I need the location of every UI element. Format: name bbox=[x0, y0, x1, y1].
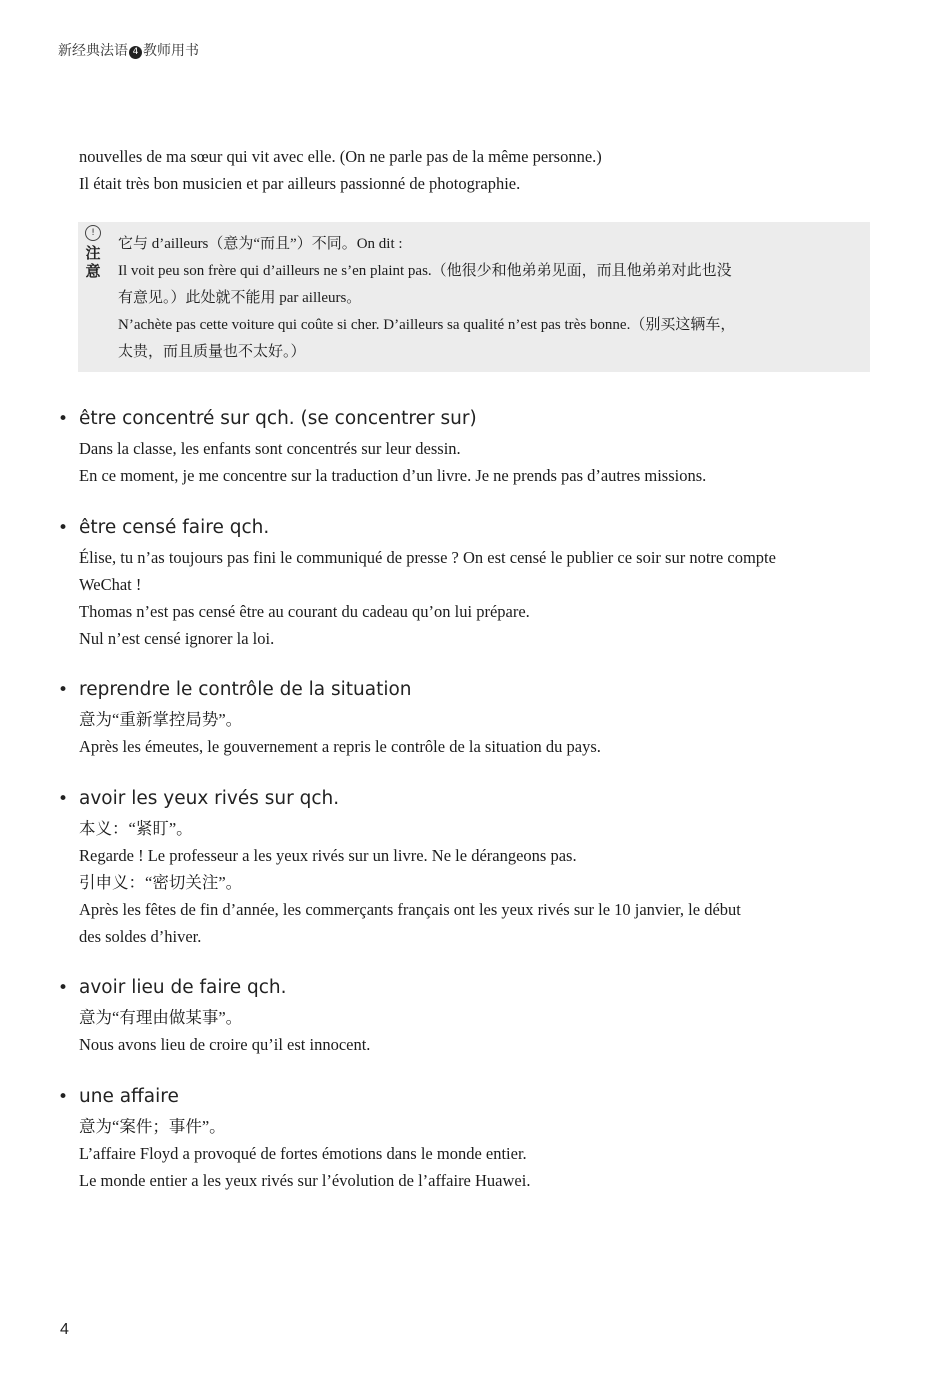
entry-title: avoir lieu de faire qch. bbox=[79, 977, 287, 998]
example-line: WeChat ! bbox=[79, 575, 142, 594]
entry-title: être concentré sur qch. (se concentrer sur) bbox=[79, 408, 477, 429]
entry-title: être censé faire qch. bbox=[79, 517, 270, 538]
vocab-entry bbox=[58, 515, 888, 652]
example-line: Dans la classe, les enfants sont concentrés sur leur dessin. bbox=[79, 439, 461, 458]
vocab-entry bbox=[58, 975, 888, 1058]
bullet-icon: • bbox=[58, 789, 69, 809]
meaning-line: 意为“重新掌控局势”。 bbox=[79, 710, 243, 729]
intro-paragraph bbox=[79, 143, 879, 197]
bullet-icon: • bbox=[58, 1087, 69, 1107]
entry-heading bbox=[58, 515, 888, 541]
bullet-icon: • bbox=[58, 409, 69, 429]
intro-line: Il était très bon musicien et par ailleurs passionné de photographie. bbox=[79, 174, 521, 193]
example-line: Le monde entier a les yeux rivés sur l’évolution de l’affaire Huawei. bbox=[79, 1171, 531, 1190]
example-line: Regarde ! Le professeur a les yeux rivés sur un livre. Ne le dérangeons pas. bbox=[79, 846, 577, 865]
book-title-prefix: 新经典法语 bbox=[58, 43, 128, 59]
note-line: 它与 d’ailleurs（意为“而且”）不同。On dit : bbox=[118, 236, 403, 252]
bullet-icon: • bbox=[58, 680, 69, 700]
entry-heading bbox=[58, 975, 888, 1001]
entry-heading bbox=[58, 677, 888, 703]
example-line: Thomas n’est pas censé être au courant du cadeau qu’on lui prépare. bbox=[79, 602, 530, 621]
example-line: Élise, tu n’as toujours pas fini le communiqué de presse ? On est censé le publier ce soir sur notre compte bbox=[79, 548, 776, 567]
note-line: 有意见。）此处就不能用 par ailleurs。 bbox=[118, 290, 362, 306]
note-line: N’achète pas cette voiture qui coûte si cher. D’ailleurs sa qualité n’est pas très bonne.（别买这辆车， bbox=[118, 317, 736, 333]
note-line: Il voit peu son frère qui d’ailleurs ne s’en plaint pas.（他很少和他弟弟见面，而且他弟弟对此也没 bbox=[118, 263, 732, 279]
book-title-suffix: 教师用书 bbox=[143, 43, 199, 59]
running-header bbox=[58, 40, 199, 60]
note-label-char: 意 bbox=[85, 262, 101, 280]
vocab-entry bbox=[58, 1084, 888, 1194]
example-line: L’affaire Floyd a provoqué de fortes émotions dans le monde entier. bbox=[79, 1144, 527, 1163]
entry-title: avoir les yeux rivés sur qch. bbox=[79, 788, 340, 809]
bullet-icon: • bbox=[58, 518, 69, 538]
page-number: 4 bbox=[60, 1321, 69, 1338]
example-line: Nous avons lieu de croire qu’il est innocent. bbox=[79, 1035, 371, 1054]
note-line: 太贵，而且质量也不太好。） bbox=[118, 344, 306, 360]
entry-heading bbox=[58, 406, 888, 432]
meaning-line: 引申义：“密切关注”。 bbox=[79, 873, 243, 892]
vocab-entry bbox=[58, 406, 888, 489]
meaning-line: 意为“有理由做某事”。 bbox=[79, 1008, 243, 1027]
volume-badge: 4 bbox=[129, 46, 142, 59]
vocab-entry bbox=[58, 677, 888, 760]
example-line: Après les émeutes, le gouvernement a repris le contrôle de la situation du pays. bbox=[79, 737, 601, 756]
entry-title: une affaire bbox=[79, 1086, 179, 1107]
entry-title: reprendre le contrôle de la situation bbox=[79, 679, 412, 700]
note-label-char: 注 bbox=[85, 244, 101, 262]
vocab-entry bbox=[58, 786, 888, 950]
example-line: En ce moment, je me concentre sur la traduction d’un livre. Je ne prends pas d’autres missions. bbox=[79, 466, 707, 485]
note-body bbox=[118, 231, 863, 366]
entry-heading bbox=[58, 786, 888, 812]
exclamation-icon: ! bbox=[85, 225, 101, 241]
intro-line: nouvelles de ma sœur qui vit avec elle. (On ne parle pas de la même personne.) bbox=[79, 147, 602, 166]
entry-heading bbox=[58, 1084, 888, 1110]
example-line: Après les fêtes de fin d’année, les commerçants français ont les yeux rivés sur le 10 janvier, le début bbox=[79, 900, 741, 919]
bullet-icon: • bbox=[58, 978, 69, 998]
note-label bbox=[82, 225, 104, 280]
meaning-line: 意为“案件；事件”。 bbox=[79, 1117, 226, 1136]
meaning-line: 本义：“紧盯”。 bbox=[79, 819, 193, 838]
example-line: Nul n’est censé ignorer la loi. bbox=[79, 629, 275, 648]
note-box bbox=[78, 222, 870, 372]
example-line: des soldes d’hiver. bbox=[79, 927, 202, 946]
